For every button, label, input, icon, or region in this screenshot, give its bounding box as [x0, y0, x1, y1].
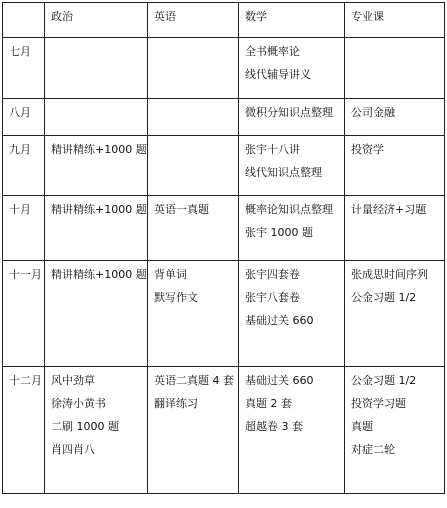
- month-cell: 八月: [3, 99, 45, 136]
- math-cell: 微积分知识点整理: [239, 99, 345, 136]
- header-cell-math: 数学: [239, 3, 345, 38]
- politics-cell: 精讲精练+1000 题: [45, 136, 148, 196]
- math-cell: 全书概率论 线代辅导讲义: [239, 38, 345, 99]
- english-cell: 英语二真题 4 套 翻译练习: [148, 367, 239, 494]
- major-cell: 投资学: [345, 136, 445, 196]
- header-cell-english: 英语: [148, 3, 239, 38]
- math-cell: 张宇四套卷 张宇八套卷 基础过关 660: [239, 261, 345, 367]
- politics-cell: 风中劲草 徐涛小黄书 二刷 1000 题 肖四肖八: [45, 367, 148, 494]
- english-cell: [148, 136, 239, 196]
- math-cell: 基础过关 660 真题 2 套 超越卷 3 套: [239, 367, 345, 494]
- politics-cell: [45, 99, 148, 136]
- header-cell-politics: 政治: [45, 3, 148, 38]
- table-row: [3, 367, 445, 494]
- header-row: [3, 3, 445, 38]
- major-cell: 计量经济+习题: [345, 196, 445, 261]
- table-row: [3, 99, 445, 136]
- header-cell-major: 专业课: [345, 3, 445, 38]
- major-cell: 公司金融: [345, 99, 445, 136]
- study-plan-table: [2, 2, 445, 494]
- english-cell: [148, 38, 239, 99]
- english-cell: 英语一真题: [148, 196, 239, 261]
- major-cell: 张成思时间序列 公金习题 1/2: [345, 261, 445, 367]
- month-cell: 十一月: [3, 261, 45, 367]
- table-row: [3, 261, 445, 367]
- table-row: [3, 196, 445, 261]
- month-cell: 十二月: [3, 367, 45, 494]
- politics-cell: 精讲精练+1000 题: [45, 261, 148, 367]
- english-cell: [148, 99, 239, 136]
- math-cell: 概率论知识点整理 张宇 1000 题: [239, 196, 345, 261]
- major-cell: [345, 38, 445, 99]
- month-cell: 九月: [3, 136, 45, 196]
- table-row: [3, 38, 445, 99]
- math-cell: 张宇十八讲 线代知识点整理: [239, 136, 345, 196]
- major-cell: 公金习题 1/2 投资学习题 真题 对症二轮: [345, 367, 445, 494]
- header-cell-blank: [3, 3, 45, 38]
- politics-cell: [45, 38, 148, 99]
- month-cell: 十月: [3, 196, 45, 261]
- english-cell: 背单词 默写作文: [148, 261, 239, 367]
- politics-cell: 精讲精练+1000 题: [45, 196, 148, 261]
- table-row: [3, 136, 445, 196]
- month-cell: 七月: [3, 38, 45, 99]
